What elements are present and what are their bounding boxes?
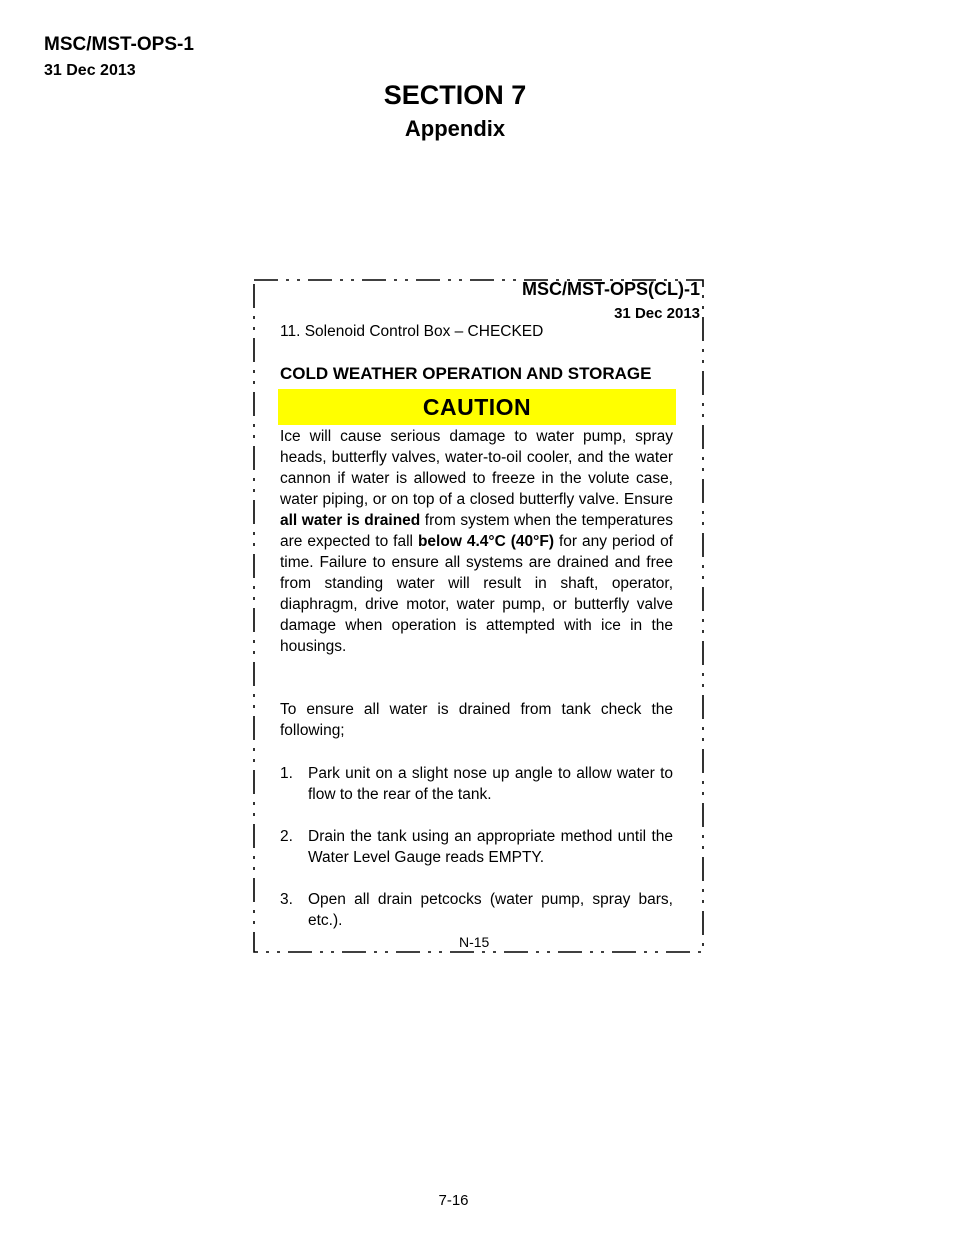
checklist-card (253, 279, 704, 952)
caution-paragraph (280, 426, 673, 657)
drain-intro-paragraph: To ensure all water is drained from tank check the following; (280, 701, 673, 739)
card-page-label: N-15 (459, 934, 490, 950)
card-date: 31 Dec 2013 (614, 305, 700, 322)
section-subtitle: Appendix (404, 116, 506, 141)
step-number: 3. (280, 891, 293, 908)
caution-text-3: for any period of time. Failure to ensure all systems are drained and free from standing water will result in shaft, operator, diaphragm, drive motor, water pump, or butterfly valve damage when operation is attempted with ice in the housings. (280, 533, 673, 655)
step-text: Park unit on a slight nose up angle to allow water to flow to the rear of the tank. (308, 765, 673, 803)
step-text: Drain the tank using an appropriate method until the Water Level Gauge reads EMPTY. (308, 828, 673, 866)
page-number: 7-16 (438, 1192, 469, 1209)
step-11: 11. Solenoid Control Box – CHECKED (280, 323, 544, 340)
doc-date: 31 Dec 2013 (44, 62, 136, 79)
cold-weather-heading: COLD WEATHER OPERATION AND STORAGE (280, 364, 652, 383)
section-title: SECTION 7 (383, 80, 527, 110)
card-doc-id: MSC/MST-OPS(CL)-1 (522, 279, 700, 299)
step-number: 2. (280, 828, 293, 845)
step-text: Open all drain petcocks (water pump, spray bars, etc.). (308, 891, 673, 929)
caution-bold-2: below 4.4°C (40°F) (417, 533, 554, 550)
caution-bold-1: all water is drained (280, 512, 421, 529)
doc-id: MSC/MST-OPS-1 (44, 34, 194, 55)
step-number: 1. (280, 765, 293, 782)
caution-text-2: from system when the temperatures are expected to fall (280, 512, 673, 550)
caution-banner: CAUTION (278, 389, 676, 425)
caution-text-1: Ice will cause serious damage to water pump, spray heads, butterfly valves, water-to-oil cooler, and the water cannon if water is allowed to freeze in the volute case, water piping, or on top of a closed butterfly valve. Ensure (280, 428, 673, 508)
